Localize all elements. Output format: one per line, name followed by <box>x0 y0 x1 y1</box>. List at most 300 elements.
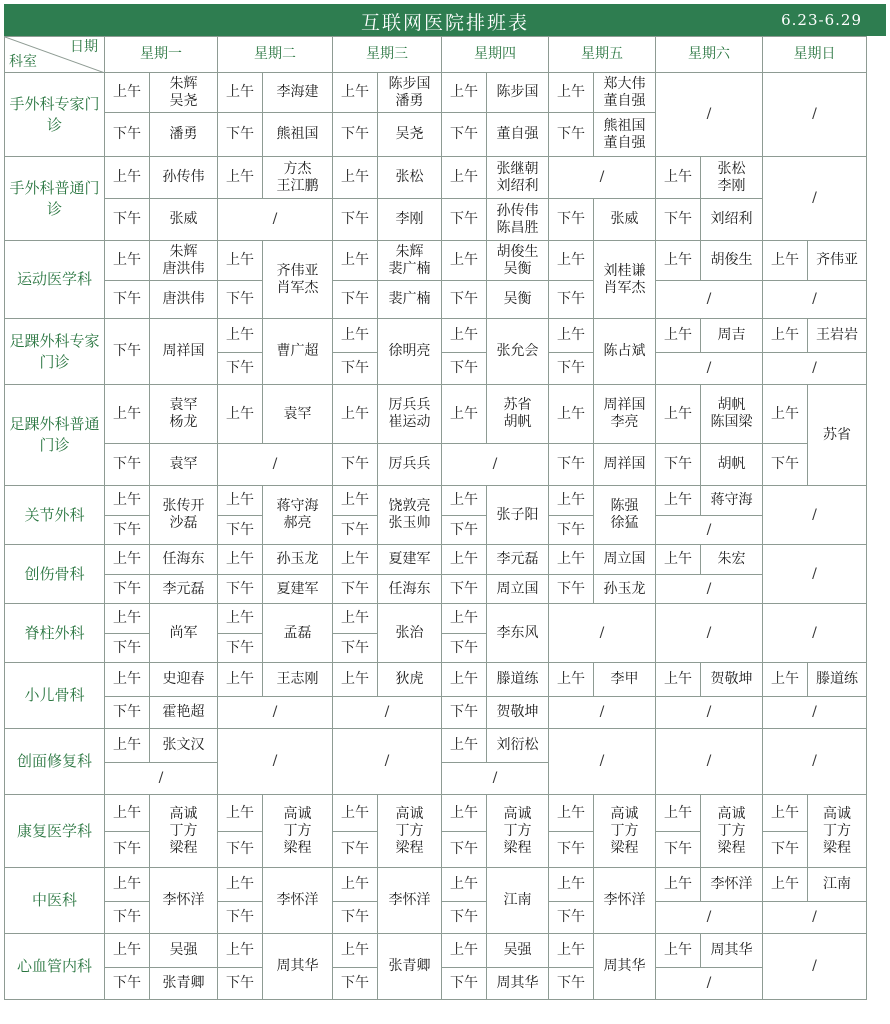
empty-slot: / <box>763 157 867 241</box>
slot-label: 上午 <box>218 934 263 968</box>
doctor-name: 袁罕 杨龙 <box>150 385 218 444</box>
day-header: 星期日 <box>763 37 867 73</box>
slot-label: 下午 <box>105 832 150 868</box>
doctor-name: 蒋守海 <box>701 486 763 516</box>
slot-label: 上午 <box>442 868 487 902</box>
doctor-name: 陈步国 <box>487 73 549 113</box>
doctor-name: 苏省 胡帆 <box>487 385 549 444</box>
doctor-name: 高诚 丁方 梁程 <box>263 795 333 868</box>
slot-label: 上午 <box>549 795 594 832</box>
doctor-name: 周祥国 <box>594 444 656 486</box>
slot-label: 上午 <box>442 73 487 113</box>
doctor-name: 高诚 丁方 梁程 <box>808 795 867 868</box>
doctor-name: 吴衡 <box>487 281 549 319</box>
doctor-name: 周立国 <box>594 545 656 575</box>
empty-slot: / <box>333 729 442 795</box>
doctor-name: 饶敦亮 张玉帅 <box>378 486 442 545</box>
slot-label: 上午 <box>218 241 263 281</box>
slot-label: 上午 <box>549 385 594 444</box>
doctor-name: 李东风 <box>487 604 549 663</box>
doctor-name: 苏省 <box>808 385 867 486</box>
day-header: 星期六 <box>656 37 763 73</box>
dept-row <box>5 729 867 763</box>
doctor-name: 贺敬坤 <box>701 663 763 697</box>
slot-label: 上午 <box>656 486 701 516</box>
doctor-name: 高诚 丁方 梁程 <box>701 795 763 868</box>
doctor-name: 齐伟亚 <box>808 241 867 281</box>
slot-label: 上午 <box>333 486 378 516</box>
doctor-name: 张威 <box>150 199 218 241</box>
slot-label: 下午 <box>105 199 150 241</box>
doctor-name: 厉兵兵 <box>378 444 442 486</box>
empty-slot: / <box>549 697 656 729</box>
slot-label: 下午 <box>218 281 263 319</box>
header-corner <box>5 37 105 73</box>
doctor-name: 史迎春 <box>150 663 218 697</box>
empty-slot: / <box>218 729 333 795</box>
doctor-name: 张青卿 <box>150 968 218 1000</box>
slot-label: 上午 <box>333 663 378 697</box>
doctor-name: 李怀洋 <box>701 868 763 902</box>
slot-label: 下午 <box>105 516 150 545</box>
slot-label: 上午 <box>333 157 378 199</box>
title-bar <box>4 4 886 36</box>
slot-label: 下午 <box>333 199 378 241</box>
dept-name: 足踝外科普通门诊 <box>5 385 105 486</box>
slot-label: 下午 <box>333 113 378 157</box>
slot-label: 下午 <box>218 634 263 663</box>
dept-row <box>5 934 867 968</box>
slot-label: 上午 <box>549 934 594 968</box>
slot-label: 下午 <box>333 353 378 385</box>
slot-label: 上午 <box>442 729 487 763</box>
slot-label: 下午 <box>442 353 487 385</box>
empty-slot: / <box>656 575 763 604</box>
dept-row <box>5 73 867 113</box>
doctor-name: 张继朝 刘绍利 <box>487 157 549 199</box>
slot-label: 上午 <box>218 663 263 697</box>
slot-label: 下午 <box>105 281 150 319</box>
slot-label: 上午 <box>105 241 150 281</box>
dept-name: 心血管内科 <box>5 934 105 1000</box>
doctor-name: 周其华 <box>594 934 656 1000</box>
slot-label: 下午 <box>105 444 150 486</box>
doctor-name: 吴尧 <box>378 113 442 157</box>
doctor-name: 曹广超 <box>263 319 333 385</box>
empty-slot: / <box>442 444 549 486</box>
slot-label: 下午 <box>656 832 701 868</box>
slot-label: 上午 <box>105 663 150 697</box>
doctor-name: 孙传伟 陈昌胜 <box>487 199 549 241</box>
slot-label: 下午 <box>218 575 263 604</box>
doctor-name: 孙玉龙 <box>594 575 656 604</box>
slot-label: 下午 <box>442 199 487 241</box>
empty-slot: / <box>763 697 867 729</box>
doctor-name: 江南 <box>808 868 867 902</box>
dept-name: 关节外科 <box>5 486 105 545</box>
slot-label: 上午 <box>105 934 150 968</box>
slot-label: 下午 <box>333 832 378 868</box>
doctor-name: 陈占斌 <box>594 319 656 385</box>
doctor-name: 夏建军 <box>378 545 442 575</box>
doctor-name: 周祥国 李亮 <box>594 385 656 444</box>
slot-label: 下午 <box>333 634 378 663</box>
doctor-name: 朱辉 吴尧 <box>150 73 218 113</box>
empty-slot: / <box>333 697 442 729</box>
empty-slot: / <box>656 729 763 795</box>
dept-row-pm <box>5 281 867 319</box>
empty-slot: / <box>656 697 763 729</box>
empty-slot: / <box>549 729 656 795</box>
doctor-name: 胡俊生 <box>701 241 763 281</box>
doctor-name: 朱宏 <box>701 545 763 575</box>
slot-label: 上午 <box>656 545 701 575</box>
doctor-name: 熊祖国 <box>263 113 333 157</box>
slot-label: 上午 <box>549 241 594 281</box>
slot-label: 下午 <box>549 575 594 604</box>
slot-label: 上午 <box>656 795 701 832</box>
slot-label: 上午 <box>105 729 150 763</box>
slot-label: 上午 <box>105 545 150 575</box>
doctor-name: 胡俊生 吴衡 <box>487 241 549 281</box>
slot-label: 上午 <box>218 385 263 444</box>
empty-slot: / <box>763 902 867 934</box>
dept-name: 创伤骨科 <box>5 545 105 604</box>
slot-label: 上午 <box>105 604 150 634</box>
slot-label: 下午 <box>218 902 263 934</box>
day-header: 星期一 <box>105 37 218 73</box>
slot-label: 下午 <box>105 697 150 729</box>
slot-label: 下午 <box>333 968 378 1000</box>
slot-label: 上午 <box>333 73 378 113</box>
doctor-name: 袁罕 <box>150 444 218 486</box>
doctor-name: 孟磊 <box>263 604 333 663</box>
doctor-name: 吴强 <box>487 934 549 968</box>
doctor-name: 李元磊 <box>150 575 218 604</box>
slot-label: 上午 <box>442 385 487 444</box>
slot-label: 上午 <box>333 545 378 575</box>
slot-label: 上午 <box>763 868 808 902</box>
doctor-name: 方杰 王江鹏 <box>263 157 333 199</box>
slot-label: 上午 <box>549 73 594 113</box>
slot-label: 下午 <box>218 353 263 385</box>
slot-label: 下午 <box>442 113 487 157</box>
slot-label: 上午 <box>218 868 263 902</box>
doctor-name: 潘勇 <box>150 113 218 157</box>
slot-label: 下午 <box>333 516 378 545</box>
slot-label: 下午 <box>333 444 378 486</box>
doctor-name: 孙玉龙 <box>263 545 333 575</box>
slot-label: 上午 <box>105 73 150 113</box>
doctor-name: 夏建军 <box>263 575 333 604</box>
empty-slot: / <box>763 486 867 545</box>
doctor-name: 刘绍利 <box>701 199 763 241</box>
slot-label: 下午 <box>549 902 594 934</box>
slot-label: 上午 <box>218 319 263 353</box>
slot-label: 上午 <box>333 319 378 353</box>
doctor-name: 张允会 <box>487 319 549 385</box>
doctor-name: 张松 李刚 <box>701 157 763 199</box>
slot-label: 上午 <box>763 385 808 444</box>
empty-slot: / <box>763 604 867 663</box>
doctor-name: 董自强 <box>487 113 549 157</box>
dept-row <box>5 385 867 444</box>
empty-slot: / <box>763 353 867 385</box>
slot-label: 上午 <box>442 157 487 199</box>
doctor-name: 蒋守海 郝亮 <box>263 486 333 545</box>
doctor-name: 厉兵兵 崔运动 <box>378 385 442 444</box>
dept-row-pm <box>5 444 867 486</box>
slot-label: 上午 <box>549 545 594 575</box>
doctor-name: 滕道练 <box>808 663 867 697</box>
doctor-name: 胡帆 <box>701 444 763 486</box>
slot-label: 下午 <box>549 516 594 545</box>
empty-slot: / <box>656 353 763 385</box>
doctor-name: 李怀洋 <box>594 868 656 934</box>
dept-row-pm <box>5 575 867 604</box>
slot-label: 上午 <box>333 795 378 832</box>
empty-slot: / <box>656 516 763 545</box>
header-row <box>5 37 867 73</box>
slot-label: 上午 <box>656 868 701 902</box>
doctor-name: 江南 <box>487 868 549 934</box>
dept-row <box>5 486 867 516</box>
slot-label: 下午 <box>442 902 487 934</box>
doctor-name: 朱辉 唐洪伟 <box>150 241 218 281</box>
slot-label: 上午 <box>442 934 487 968</box>
doctor-name: 齐伟亚 肖军杰 <box>263 241 333 319</box>
slot-label: 上午 <box>218 73 263 113</box>
slot-label: 上午 <box>656 934 701 968</box>
slot-label: 下午 <box>105 634 150 663</box>
slot-label: 上午 <box>333 604 378 634</box>
slot-label: 下午 <box>656 199 701 241</box>
empty-slot: / <box>763 934 867 1000</box>
slot-label: 下午 <box>442 968 487 1000</box>
doctor-name: 高诚 丁方 梁程 <box>378 795 442 868</box>
doctor-name: 张松 <box>378 157 442 199</box>
corner-dept-label: 科室 <box>9 54 37 70</box>
slot-label: 上午 <box>656 319 701 353</box>
slot-label: 上午 <box>218 795 263 832</box>
doctor-name: 王志刚 <box>263 663 333 697</box>
slot-label: 上午 <box>218 486 263 516</box>
dept-row-pm <box>5 199 867 241</box>
slot-label: 上午 <box>105 486 150 516</box>
slot-label: 上午 <box>763 663 808 697</box>
slot-label: 下午 <box>549 199 594 241</box>
empty-slot: / <box>763 545 867 604</box>
empty-slot: / <box>656 604 763 663</box>
slot-label: 上午 <box>218 604 263 634</box>
empty-slot: / <box>763 281 867 319</box>
slot-label: 下午 <box>333 575 378 604</box>
doctor-name: 徐明亮 <box>378 319 442 385</box>
slot-label: 下午 <box>442 697 487 729</box>
doctor-name: 尚军 <box>150 604 218 663</box>
doctor-name: 张文汉 <box>150 729 218 763</box>
slot-label: 下午 <box>549 832 594 868</box>
doctor-name: 李怀洋 <box>263 868 333 934</box>
doctor-name: 李甲 <box>594 663 656 697</box>
doctor-name: 张子阳 <box>487 486 549 545</box>
doctor-name: 周立国 <box>487 575 549 604</box>
slot-label: 下午 <box>105 113 150 157</box>
slot-label: 下午 <box>218 516 263 545</box>
slot-label: 上午 <box>763 795 808 832</box>
doctor-name: 贺敬坤 <box>487 697 549 729</box>
empty-slot: / <box>549 157 656 199</box>
doctor-name: 张治 <box>378 604 442 663</box>
dept-name: 手外科专家门诊 <box>5 73 105 157</box>
doctor-name: 陈步国 潘勇 <box>378 73 442 113</box>
dept-name: 中医科 <box>5 868 105 934</box>
slot-label: 下午 <box>442 832 487 868</box>
empty-slot: / <box>218 697 333 729</box>
doctor-name: 张威 <box>594 199 656 241</box>
slot-label: 下午 <box>105 575 150 604</box>
doctor-name: 吴强 <box>150 934 218 968</box>
dept-row <box>5 157 867 199</box>
day-header: 星期三 <box>333 37 442 73</box>
slot-label: 下午 <box>333 281 378 319</box>
doctor-name: 孙传伟 <box>150 157 218 199</box>
empty-slot: / <box>656 73 763 157</box>
dept-name: 运动医学科 <box>5 241 105 319</box>
dept-name: 康复医学科 <box>5 795 105 868</box>
slot-label: 下午 <box>549 444 594 486</box>
empty-slot: / <box>218 444 333 486</box>
day-header: 星期二 <box>218 37 333 73</box>
doctor-name: 袁罕 <box>263 385 333 444</box>
slot-label: 上午 <box>549 486 594 516</box>
slot-label: 下午 <box>549 353 594 385</box>
slot-label: 下午 <box>656 444 701 486</box>
slot-label: 上午 <box>549 868 594 902</box>
slot-label: 上午 <box>549 663 594 697</box>
dept-name: 小儿骨科 <box>5 663 105 729</box>
empty-slot: / <box>656 902 763 934</box>
slot-label: 上午 <box>442 486 487 516</box>
slot-label: 上午 <box>105 385 150 444</box>
dept-row <box>5 319 867 353</box>
doctor-name: 任海东 <box>378 575 442 604</box>
slot-label: 上午 <box>442 663 487 697</box>
slot-label: 下午 <box>763 444 808 486</box>
slot-label: 上午 <box>442 795 487 832</box>
slot-label: 上午 <box>333 385 378 444</box>
doctor-name: 裴广楠 <box>378 281 442 319</box>
doctor-name: 李怀洋 <box>150 868 218 934</box>
doctor-name: 高诚 丁方 梁程 <box>594 795 656 868</box>
slot-label: 下午 <box>333 902 378 934</box>
empty-slot: / <box>105 763 218 795</box>
doctor-name: 刘衍松 <box>487 729 549 763</box>
slot-label: 下午 <box>105 968 150 1000</box>
empty-slot: / <box>549 604 656 663</box>
schedule-sheet <box>4 4 886 1000</box>
doctor-name: 周其华 <box>701 934 763 968</box>
slot-label: 上午 <box>442 319 487 353</box>
slot-label: 上午 <box>333 934 378 968</box>
slot-label: 上午 <box>763 241 808 281</box>
slot-label: 下午 <box>442 575 487 604</box>
slot-label: 上午 <box>763 319 808 353</box>
slot-label: 下午 <box>549 968 594 1000</box>
slot-label: 下午 <box>763 832 808 868</box>
slot-label: 下午 <box>218 113 263 157</box>
dept-row <box>5 795 867 832</box>
slot-label: 上午 <box>442 545 487 575</box>
doctor-name: 滕道练 <box>487 663 549 697</box>
doctor-name: 王岩岩 <box>808 319 867 353</box>
doctor-name: 张传开 沙磊 <box>150 486 218 545</box>
empty-slot: / <box>763 729 867 795</box>
doctor-name: 高诚 丁方 梁程 <box>150 795 218 868</box>
slot-label: 下午 <box>549 113 594 157</box>
slot-label: 下午 <box>105 902 150 934</box>
slot-label: 下午 <box>549 281 594 319</box>
doctor-name: 李怀洋 <box>378 868 442 934</box>
slot-label: 上午 <box>549 319 594 353</box>
doctor-name: 李刚 <box>378 199 442 241</box>
empty-slot: / <box>218 199 333 241</box>
dept-name: 手外科普通门诊 <box>5 157 105 241</box>
doctor-name: 朱辉 裴广楠 <box>378 241 442 281</box>
slot-label: 上午 <box>218 545 263 575</box>
corner-date-label: 日期 <box>70 39 98 55</box>
dept-row <box>5 868 867 902</box>
slot-label: 上午 <box>656 385 701 444</box>
doctor-name: 熊祖国 董自强 <box>594 113 656 157</box>
doctor-name: 周祥国 <box>150 319 218 385</box>
doctor-name: 李海建 <box>263 73 333 113</box>
slot-label: 上午 <box>656 241 701 281</box>
slot-label: 下午 <box>442 281 487 319</box>
doctor-name: 周其华 <box>263 934 333 1000</box>
dept-name: 脊柱外科 <box>5 604 105 663</box>
empty-slot: / <box>656 281 763 319</box>
slot-label: 上午 <box>333 868 378 902</box>
slot-label: 上午 <box>105 157 150 199</box>
dept-row-pm <box>5 697 867 729</box>
slot-label: 下午 <box>442 516 487 545</box>
dept-row <box>5 604 867 634</box>
slot-label: 下午 <box>218 968 263 1000</box>
slot-label: 下午 <box>218 832 263 868</box>
dept-row <box>5 545 867 575</box>
slot-label: 上午 <box>333 241 378 281</box>
sheet-title: 互联网医院排班表 <box>360 12 529 34</box>
slot-label: 上午 <box>218 157 263 199</box>
slot-label: 下午 <box>442 634 487 663</box>
slot-label: 上午 <box>105 868 150 902</box>
doctor-name: 李元磊 <box>487 545 549 575</box>
doctor-name: 高诚 丁方 梁程 <box>487 795 549 868</box>
schedule-table <box>4 36 867 1000</box>
doctor-name: 周吉 <box>701 319 763 353</box>
dept-name: 创面修复科 <box>5 729 105 795</box>
doctor-name: 胡帆 陈国梁 <box>701 385 763 444</box>
doctor-name: 狄虎 <box>378 663 442 697</box>
slot-label: 上午 <box>656 157 701 199</box>
slot-label: 下午 <box>105 319 150 385</box>
dept-row <box>5 663 867 697</box>
doctor-name: 郑大伟 董自强 <box>594 73 656 113</box>
doctor-name: 霍艳超 <box>150 697 218 729</box>
empty-slot: / <box>656 968 763 1000</box>
slot-label: 上午 <box>442 241 487 281</box>
